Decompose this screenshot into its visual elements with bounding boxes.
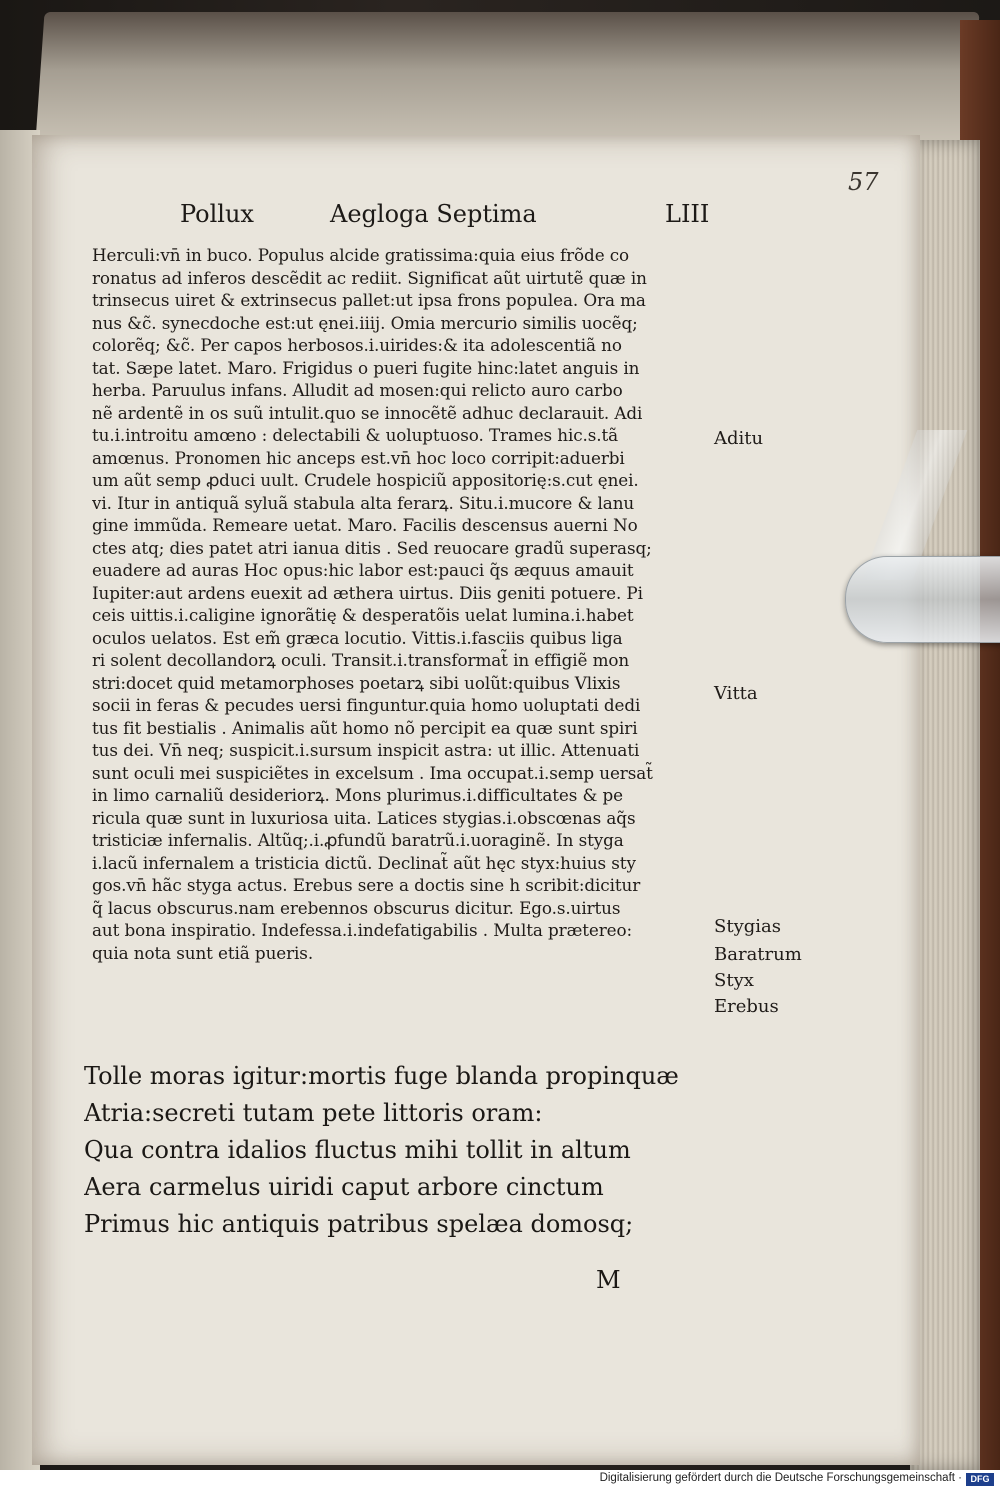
- commentary-line: amœnus. Pronomen hic anceps est.vn̄ hoc loco corripit:aduerbi: [92, 447, 625, 468]
- commentary-line: gos.vn̄ hãc styga actus. Erebus sere a doctis sine h scribit:dicitur: [92, 875, 641, 895]
- commentary-line: stri:docet quid metamorphoses poetarꝝ sibi uolũt:quibus Vlixis: [92, 672, 621, 693]
- commentary-line: aut bona inspiratio. Indefessa.i.indefatigabilis . Multa prætereo:: [92, 920, 633, 940]
- running-head-title: Aegloga Septima: [330, 200, 537, 228]
- folio-number: 57: [848, 168, 879, 196]
- marginal-note-vitta: Vitta: [714, 683, 758, 704]
- commentary-line: gine immũda. Remeare uetat. Maro. Facilis descensus auerni No: [92, 515, 638, 535]
- commentary-line: herba. Paruulus infans. Alludit ad mosen:qui relicto auro carbo: [92, 380, 623, 400]
- running-head-leaf-number: LIII: [665, 200, 710, 228]
- commentary-line: ronatus ad inferos descẽdit ac rediit. Significat aũt uirtutẽ quæ in: [92, 267, 647, 288]
- marginal-note-stygias: Stygias: [714, 916, 781, 937]
- footer-bar: [0, 1470, 1000, 1490]
- running-head: [180, 200, 720, 240]
- commentary-line: tu.i.introitu amœno : delectabili & uoluptuoso. Trames hic.s.tã: [92, 425, 619, 445]
- commentary-line: sunt oculi mei suspiciẽtes in excelsum . Ima occupat.i.semp uersat̃: [92, 762, 653, 783]
- commentary-line: quia nota sunt etiã pueris.: [92, 942, 314, 963]
- commentary-line: Herculi:vn̄ in buco. Populus alcide gratissima:quia eius frõde co: [92, 245, 630, 265]
- dfg-logo-icon: DFG: [966, 1473, 994, 1486]
- commentary-line: vi. Itur in antiquã syluã stabula alta ferarꝝ. Situ.i.mucore & lanu: [92, 492, 635, 513]
- book-top-edge: [35, 12, 979, 142]
- verse-line: Aera carmelus uiridi caput arbore cinctum: [84, 1173, 604, 1201]
- commentary-line: i.lacũ infernalem a tristicia dictũ. Declinat̃ aũt hęc styx:huius sty: [92, 852, 636, 873]
- verse-line: Atria:secreti tutam pete littoris oram:: [84, 1099, 543, 1127]
- verse-line: Qua contra idalios fluctus mihi tollit in altum: [84, 1136, 631, 1164]
- commentary-line: nus &c̃. synecdoche est:ut ęnei.iiij. Omia mercurio similis uocẽq;: [92, 312, 638, 333]
- marginal-note-aditu: Aditu: [714, 428, 764, 449]
- commentary-line: socii in feras & pecudes uersi finguntur.quia homo uoluptati dedi: [92, 695, 641, 715]
- commentary-line: um aũt semp ꝓduci uult. Crudele hospiciũ appositorię:s.cut ęnei.: [92, 470, 639, 490]
- verse-line: Tolle moras igitur:mortis fuge blanda propinquæ: [84, 1062, 679, 1090]
- commentary-line: ricula quæ sunt in luxuriosa uita. Latices stygias.i.obscœnas aq̃s: [92, 807, 636, 828]
- commentary-line: ctes atq; dies patet atri ianua ditis . Sed reuocare gradũ superasq;: [92, 537, 652, 558]
- commentary-line: ceis uittis.i.caligine ignorãtię & desperatõis uelat lumina.i.habet: [92, 605, 634, 625]
- marginal-note-erebus: Erebus: [714, 996, 779, 1017]
- commentary-line: nẽ ardentẽ in os suũ intulit.quo se innocẽtẽ adhuc declarauit. Adi: [92, 402, 643, 423]
- commentary-line: trinsecus uiret & extrinsecus pallet:ut ipsa frons populea. Ora ma: [92, 290, 646, 310]
- page-edges: [910, 140, 980, 1470]
- commentary-line: in limo carnaliũ desideriorꝝ. Mons plurimus.i.difficultates & pe: [92, 785, 624, 805]
- commentary-line: oculos uelatos. Est em̃ græca locutio. Vittis.i.fasciis quibus liga: [92, 627, 623, 648]
- commentary-line: tristiciæ infernalis. Altũq;.i.ꝓfundũ baratrũ.i.uoraginẽ. In styga: [92, 830, 624, 850]
- running-head-left: Pollux: [180, 200, 254, 228]
- verse-block: [84, 1058, 724, 1243]
- commentary-line: q̃ lacus obscurus.nam erebennos obscurus dicitur. Ego.s.uirtus: [92, 897, 621, 918]
- commentary-line: euadere ad auras Hoc opus:hic labor est:pauci q̃s æquus amauit: [92, 560, 634, 580]
- commentary-block: [92, 244, 717, 964]
- commentary-line: tat. Sæpe latet. Maro. Frigidus o pueri fugite hinc:latet anguis in: [92, 357, 640, 378]
- marginal-notes: [714, 0, 824, 1100]
- marginal-note-baratrum: Baratrum: [714, 944, 802, 965]
- commentary-line: tus dei. Vn̄ neq; suspicit.i.sursum inspicit astra: ut illic. Attenuati: [92, 740, 640, 760]
- verse-line: Primus hic antiquis patribus spelæa domosq;: [84, 1210, 634, 1238]
- commentary-line: tus fit bestialis . Animalis aũt homo nõ percipit ea quæ sunt spiri: [92, 717, 638, 738]
- commentary-line: colorẽq; &c̃. Per capos herbosos.i.uirides:& ita adolescentiã no: [92, 335, 622, 355]
- marginal-note-styx: Styx: [714, 970, 754, 991]
- funding-credit: Digitalisierung gefördert durch die Deutsche Forschungsgemeinschaft ·: [599, 1472, 962, 1484]
- signature-mark: M: [596, 1266, 621, 1294]
- page-holder-clip: [845, 556, 1000, 643]
- commentary-line: Iupiter:aut ardens euexit ad æthera uirtus. Diis geniti potuere. Pi: [92, 582, 643, 603]
- commentary-line: ri solent decollandorꝝ oculi. Transit.i.transformat̃ in effigiẽ mon: [92, 650, 630, 670]
